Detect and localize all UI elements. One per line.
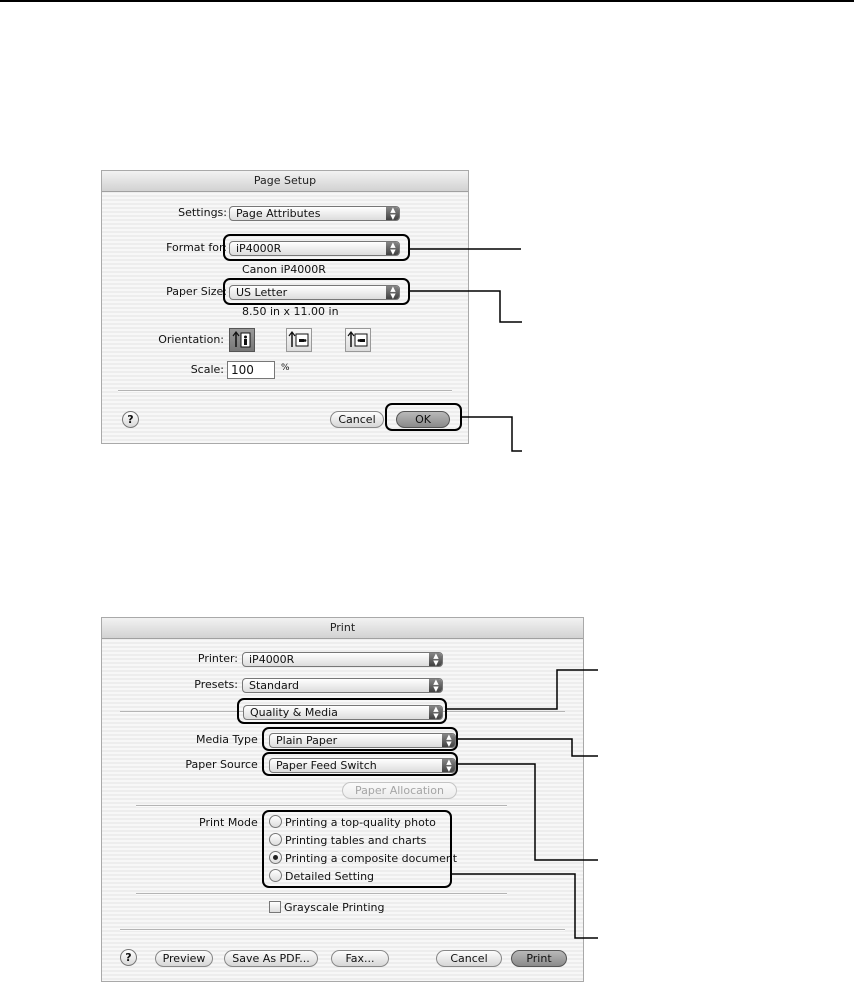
panel-value: Quality & Media — [250, 706, 338, 719]
popup-arrows-icon: ▲ ▼ — [442, 733, 456, 748]
radio-label: Detailed Setting — [285, 870, 375, 883]
help-icon[interactable]: ? — [120, 949, 137, 966]
help-icon[interactable]: ? — [122, 411, 139, 428]
presets-label: Presets: — [194, 678, 238, 691]
callout-line-print-mode — [452, 874, 598, 938]
radio-label: Printing a composite document — [285, 852, 458, 865]
popup-arrows-icon: ▲ ▼ — [442, 758, 456, 773]
radio-label: Printing a top-quality photo — [285, 816, 436, 829]
media-type-value: Plain Paper — [276, 734, 338, 747]
media-type-label: Media Type : — [195, 733, 265, 746]
orientation-label: Orientation: — [158, 333, 224, 346]
printer-value: iP4000R — [249, 653, 295, 666]
popup-arrows-icon: ▲ ▼ — [429, 705, 443, 720]
print-mode-label: Print Mode : — [199, 816, 265, 829]
save-as-pdf-button[interactable]: Save As PDF... — [224, 950, 318, 967]
presets-value: Standard — [249, 679, 300, 692]
scale-unit: % — [281, 363, 290, 373]
print-title: Print — [102, 618, 583, 639]
print-button[interactable]: Print — [511, 950, 567, 967]
format-for-desc: Canon iP4000R — [242, 263, 326, 276]
paper-source-value: Paper Feed Switch — [276, 759, 377, 772]
format-for-value: iP4000R — [236, 242, 282, 255]
fax-button[interactable]: Fax... — [331, 950, 389, 967]
popup-arrows-icon: ▲ ▼ — [429, 678, 443, 693]
cancel-button[interactable]: Cancel — [330, 411, 384, 428]
format-for-label: Format for: — [166, 241, 227, 254]
cancel-button[interactable]: Cancel — [436, 950, 502, 967]
callout-line-media-type — [458, 739, 598, 756]
printer-label: Printer: — [197, 652, 238, 665]
popup-arrows-icon: ▲ ▼ — [386, 206, 400, 221]
callout-line-panel — [447, 670, 598, 709]
paper-allocation-button[interactable]: Paper Allocation — [342, 782, 457, 799]
popup-arrows-icon: ▲ ▼ — [429, 652, 443, 667]
settings-label: Settings: — [178, 206, 227, 219]
popup-arrows-icon: ▲ ▼ — [386, 285, 400, 300]
callout-line-ok — [462, 417, 522, 451]
paper-size-label: Paper Size: — [166, 285, 227, 298]
radio-label: Printing tables and charts — [285, 834, 427, 847]
scale-input[interactable]: 100 — [227, 361, 275, 379]
callout-line-paper-size — [410, 291, 522, 322]
paper-size-desc: 8.50 in x 11.00 in — [242, 305, 339, 318]
grayscale-label: Grayscale Printing — [284, 901, 385, 914]
popup-arrows-icon: ▲ ▼ — [386, 241, 400, 256]
ok-button[interactable]: OK — [396, 411, 450, 428]
paper-source-label: Paper Source : — [185, 758, 265, 771]
paper-size-value: US Letter — [236, 286, 288, 299]
preview-button[interactable]: Preview — [155, 950, 213, 967]
scale-label: Scale: — [190, 363, 224, 376]
page-setup-title: Page Setup — [102, 171, 468, 192]
callout-line-paper-source — [458, 764, 598, 860]
settings-value: Page Attributes — [236, 207, 321, 220]
